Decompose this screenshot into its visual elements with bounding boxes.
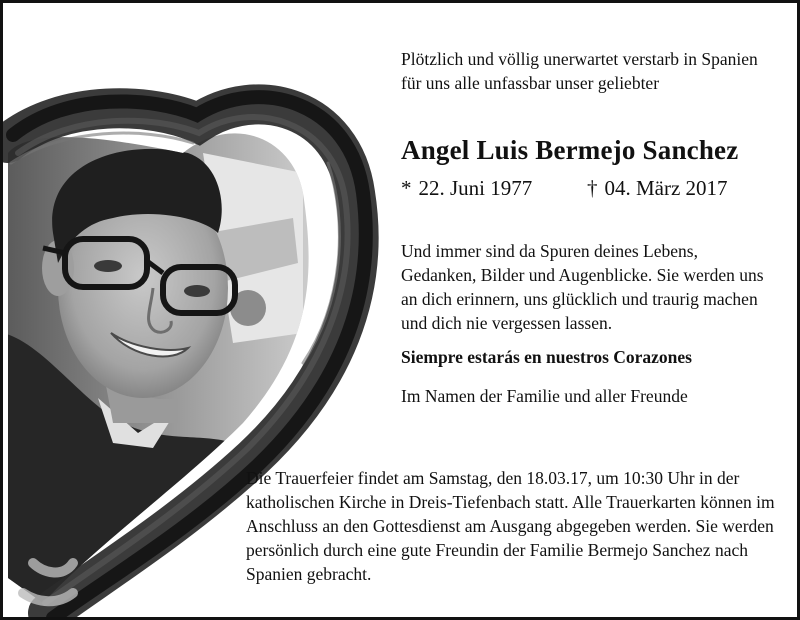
birth-star-icon: *: [401, 176, 412, 200]
birth-date-group: [401, 176, 532, 201]
birth-date: 22. Juni 1977: [418, 176, 533, 200]
deceased-name: Angel Luis Bermejo Sanchez: [401, 135, 739, 165]
life-dates: [401, 176, 761, 206]
spanish-line: Siempre estarás en nuestros Corazones: [401, 347, 692, 367]
death-date: 04. März 2017: [604, 176, 728, 200]
family-signature: Im Namen der Familie und aller Freunde: [401, 386, 688, 406]
poem-text: Und immer sind da Spuren deines Lebens, Gedanken, Bilder und Augenblicke. Sie werden uns an dich erinnern, uns glücklich und traurig machen und dich nie vergessen lassen.: [401, 241, 764, 333]
intro-text: Plötzlich und völlig unerwartet verstarb in Spanien für uns alle unfassbar unser geliebter: [401, 49, 758, 93]
service-notice: Die Trauerfeier findet am Samstag, den 18.03.17, um 10:30 Uhr in der katholischen Kirche in Dreis-Tiefenbach statt. Alle Trauerkarten können im Anschluss an den Gottesdienst am Ausgang abgegeben werden. Sie werden persönlich durch eine gute Freundin der Familie Bermejo Sanchez nach Spanien gebracht.: [246, 468, 775, 584]
cross-icon: †: [587, 176, 598, 200]
death-date-group: [587, 176, 728, 201]
